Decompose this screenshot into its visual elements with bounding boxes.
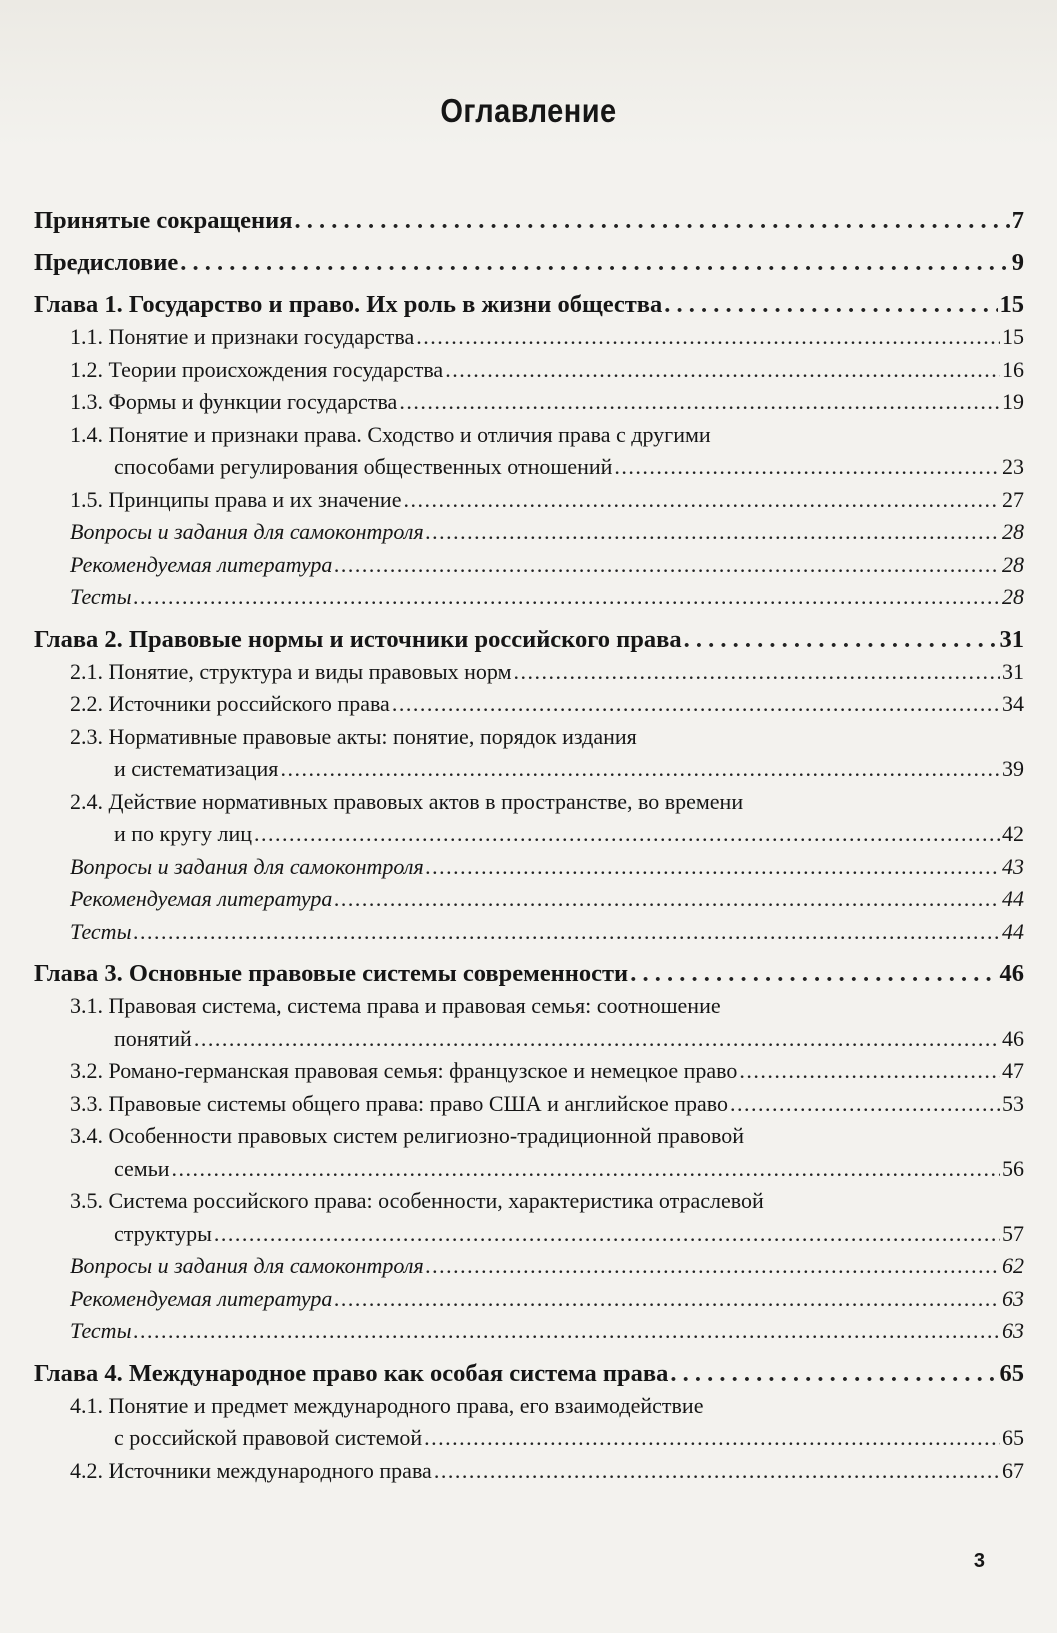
toc-entry-title: Рекомендуемая литература (70, 886, 333, 911)
toc-entry-page: 46 (999, 960, 1024, 987)
toc-entry-title: 2.2. Источники российского права (70, 691, 390, 716)
toc-aux-entry (34, 549, 1024, 582)
toc-section-entry (34, 721, 1024, 786)
toc-entry-page: 53 (1002, 1090, 1024, 1116)
toc-entry-page: 63 (1002, 1318, 1024, 1343)
toc-entry-title: семьи (114, 1155, 170, 1181)
dot-leader (514, 656, 1001, 689)
dot-leader (684, 623, 998, 656)
toc-entry-row (70, 851, 1024, 884)
dot-leader (424, 1422, 1000, 1455)
toc-aux-entry (34, 851, 1024, 884)
toc-entry-page: 31 (999, 625, 1024, 653)
toc-entry-page: 9 (1011, 249, 1024, 276)
toc-entry-row (70, 1153, 1024, 1186)
toc-entry-row (34, 204, 1024, 237)
toc-entry-page: 47 (1002, 1058, 1024, 1083)
toc-entry-page: 63 (1002, 1285, 1024, 1311)
toc-entry-row (70, 656, 1024, 689)
dot-leader (445, 354, 1000, 387)
toc-entry-row (34, 246, 1024, 279)
dot-leader (133, 916, 1000, 949)
toc-entry-title: Вопросы и задания для самоконтроля (70, 853, 424, 879)
toc-entry-row (34, 1357, 1024, 1390)
toc-entry-title: 3.2. Романо-германская правовая семья: французское и немецкое право (70, 1058, 738, 1083)
table-of-contents (34, 204, 1024, 1487)
toc-entry-page: 43 (1002, 853, 1024, 879)
toc-entry-title: структуры (114, 1220, 212, 1246)
toc-section-entry (34, 386, 1024, 419)
toc-chapter-entry (34, 623, 1024, 656)
toc-entry-title: Рекомендуемая литература (70, 1285, 333, 1311)
dot-leader (630, 957, 997, 990)
page-title: Оглавление (440, 92, 617, 129)
toc-aux-entry (34, 883, 1024, 916)
toc-chapter-entry (34, 957, 1024, 990)
dot-leader (614, 451, 1000, 484)
toc-entry-row (70, 1283, 1024, 1316)
toc-entry-page: 65 (999, 1359, 1024, 1387)
toc-entry-row (70, 1315, 1024, 1348)
dot-leader (280, 753, 1000, 786)
toc-aux-entry (34, 916, 1024, 949)
toc-entry-page: 27 (1002, 486, 1024, 512)
toc-aux-entry (34, 1283, 1024, 1316)
toc-entry-title: и систематизация (114, 756, 279, 781)
toc-entry-title: Принятые сокращения (34, 207, 293, 234)
dot-leader (399, 386, 1000, 419)
toc-entry-title: способами регулирования общественных отношений (114, 454, 613, 479)
toc-entry-page: 34 (1002, 691, 1024, 716)
toc-section-entry (34, 1185, 1024, 1250)
toc-entry-page: 15 (999, 291, 1024, 318)
toc-entry-title: понятий (114, 1025, 192, 1051)
toc-entry-row (70, 1422, 1024, 1455)
toc-section-entry (34, 786, 1024, 851)
toc-entry-title: Тесты (70, 1318, 132, 1343)
dot-leader (295, 204, 1010, 237)
dot-leader (254, 818, 1000, 851)
toc-entry-page: 56 (1002, 1155, 1024, 1181)
toc-aux-entry (34, 516, 1024, 549)
toc-entry-title: и по кругу лиц (114, 821, 252, 846)
toc-section-entry (34, 1055, 1024, 1088)
toc-aux-entry (34, 1315, 1024, 1348)
toc-section-entry (34, 1390, 1024, 1455)
toc-entry-page: 28 (1002, 551, 1024, 577)
toc-entry-page: 31 (1002, 658, 1024, 684)
toc-entry-title: Предисловие (34, 249, 179, 276)
toc-entry-title-line1: 4.1. Понятие и предмет международного права, его взаимодействие (70, 1392, 704, 1418)
toc-entry-page: 7 (1011, 207, 1024, 234)
toc-entry-title: Глава 2. Правовые нормы и источники российского права (34, 625, 682, 653)
dot-leader (133, 1315, 1000, 1348)
toc-entry-row (70, 451, 1024, 484)
toc-entry-title: Вопросы и задания для самоконтроля (70, 519, 424, 544)
toc-entry-title: 1.5. Принципы права и их значение (70, 486, 402, 512)
toc-entry-title: Глава 3. Основные правовые системы современности (34, 960, 629, 987)
dot-leader (739, 1055, 1000, 1088)
toc-section-entry (34, 990, 1024, 1055)
toc-entry-row (70, 753, 1024, 786)
dot-leader (334, 1283, 1000, 1316)
dot-leader (670, 1357, 997, 1390)
dot-leader (133, 581, 1000, 614)
toc-section-entry (34, 688, 1024, 721)
toc-entry-row (70, 688, 1024, 721)
toc-entry-title: 4.2. Источники международного права (70, 1457, 432, 1483)
toc-aux-entry (34, 1250, 1024, 1283)
dot-leader (172, 1153, 1000, 1186)
toc-section-entry (34, 656, 1024, 689)
dot-leader (180, 246, 1010, 279)
dot-leader (403, 484, 1000, 517)
dot-leader (730, 1088, 1000, 1121)
toc-entry-row (70, 1023, 1024, 1056)
toc-entry-title: Рекомендуемая литература (70, 551, 333, 577)
toc-entry-row (70, 516, 1024, 549)
toc-chapter-entry (34, 204, 1024, 237)
toc-entry-page: 57 (1002, 1220, 1024, 1246)
toc-entry-page: 62 (1002, 1253, 1024, 1278)
dot-leader (416, 321, 1000, 354)
toc-section-entry (34, 1120, 1024, 1185)
toc-entry-row (70, 818, 1024, 851)
toc-chapter-entry (34, 1357, 1024, 1390)
page-number: 3 (973, 1550, 985, 1572)
dot-leader (426, 516, 1000, 549)
toc-entry-row (70, 1088, 1024, 1121)
toc-entry-page: 28 (1002, 584, 1024, 609)
toc-entry-title: 1.3. Формы и функции государства (70, 389, 398, 414)
toc-entry-row (70, 1218, 1024, 1251)
toc-entry-row (70, 321, 1024, 354)
toc-entry-row (70, 1055, 1024, 1088)
toc-entry-row (34, 957, 1024, 990)
toc-entry-title: Глава 4. Международное право как особая система права (34, 1359, 669, 1387)
toc-chapter-entry (34, 246, 1024, 279)
toc-entry-title: 3.3. Правовые системы общего права: право США и английское право (70, 1090, 729, 1116)
dot-leader (426, 1250, 1000, 1283)
toc-entry-title-line1: 2.4. Действие нормативных правовых актов в пространстве, во времени (70, 788, 744, 814)
toc-entry-page: 42 (1002, 821, 1024, 846)
toc-entry-row (70, 883, 1024, 916)
toc-entry-page: 19 (1002, 389, 1024, 414)
toc-entry-page: 15 (1002, 324, 1024, 349)
dot-leader (426, 851, 1000, 884)
dot-leader (434, 1455, 1000, 1488)
toc-aux-entry (34, 581, 1024, 614)
toc-entry-page: 44 (1002, 918, 1024, 944)
toc-entry-title: с российской правовой системой (114, 1425, 423, 1450)
toc-entry-page: 16 (1002, 356, 1024, 382)
dot-leader (664, 288, 997, 321)
toc-entry-title-line1: 3.1. Правовая система, система права и правовая семья: соотношение (70, 993, 721, 1018)
toc-entry-row (70, 484, 1024, 517)
toc-entry-row (34, 623, 1024, 656)
toc-entry-title-line1: 3.5. Система российского права: особенности, характеристика отраслевой (70, 1188, 764, 1213)
toc-section-entry (34, 1455, 1024, 1488)
toc-section-entry (34, 484, 1024, 517)
toc-entry-page: 65 (1002, 1425, 1024, 1450)
dot-leader (392, 688, 1000, 721)
toc-entry-title: Тесты (70, 584, 132, 609)
toc-entry-page: 28 (1002, 519, 1024, 544)
toc-section-entry (34, 321, 1024, 354)
toc-entry-row (70, 581, 1024, 614)
dot-leader (334, 883, 1000, 916)
toc-entry-title-line1: 3.4. Особенности правовых систем религиозно-традиционной правовой (70, 1123, 744, 1148)
toc-entry-title: Тесты (70, 918, 132, 944)
toc-entry-page: 44 (1002, 886, 1024, 911)
toc-entry-title: 1.2. Теории происхождения государства (70, 356, 444, 382)
toc-entry-page: 46 (1002, 1025, 1024, 1051)
toc-entry-row (70, 386, 1024, 419)
toc-entry-page: 39 (1002, 756, 1024, 781)
toc-entry-page: 67 (1002, 1457, 1024, 1483)
toc-entry-row (70, 916, 1024, 949)
dot-leader (214, 1218, 1000, 1251)
toc-entry-title: 2.1. Понятие, структура и виды правовых норм (70, 658, 512, 684)
toc-entry-page: 23 (1002, 454, 1024, 479)
toc-entry-row (34, 288, 1024, 321)
dot-leader (334, 549, 1000, 582)
toc-entry-row (70, 354, 1024, 387)
toc-entry-title: Глава 1. Государство и право. Их роль в жизни общества (34, 291, 663, 318)
toc-entry-row (70, 1250, 1024, 1283)
toc-section-entry (34, 419, 1024, 484)
toc-entry-title: Вопросы и задания для самоконтроля (70, 1253, 424, 1278)
toc-entry-title: 1.1. Понятие и признаки государства (70, 324, 415, 349)
toc-section-entry (34, 1088, 1024, 1121)
dot-leader (194, 1023, 1000, 1056)
toc-entry-title-line1: 2.3. Нормативные правовые акты: понятие, порядок издания (70, 723, 637, 749)
toc-entry-row (70, 1455, 1024, 1488)
toc-entry-title-line1: 1.4. Понятие и признаки права. Сходство и отличия права с другими (70, 421, 711, 447)
toc-chapter-entry (34, 288, 1024, 321)
toc-entry-row (70, 549, 1024, 582)
toc-section-entry (34, 354, 1024, 387)
